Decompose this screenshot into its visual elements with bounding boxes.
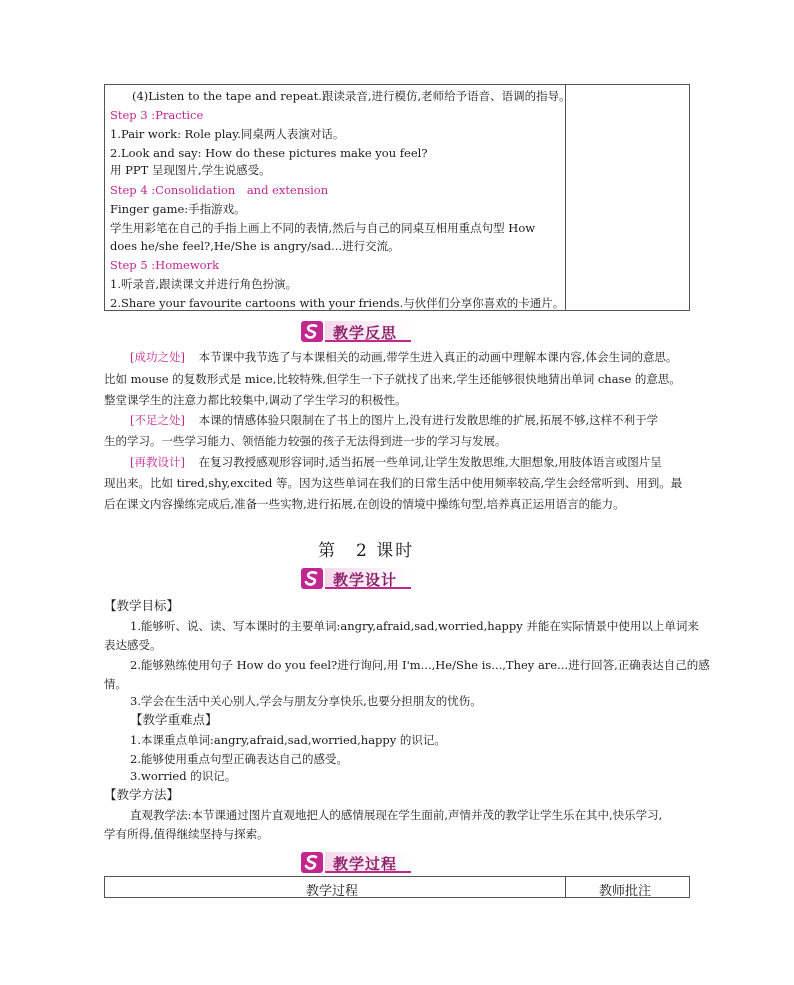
step-heading: Step 4 :Consolidation and extension [110, 183, 329, 197]
keypoint-line: 2.能够使用重点句型正确表达自己的感受。 [130, 752, 348, 766]
success-tag: [成功之处] [130, 350, 185, 364]
paragraph-line: 后在课文内容操练完成后,准备一些实物,进行拓展,在创设的情境中操练句型,培养真正运用语言的能力。 [104, 497, 625, 511]
step-heading: Step 5 :Homework [110, 258, 220, 272]
section-title: 教学过程 [333, 855, 398, 873]
column-header-notes: 教师批注 [599, 884, 652, 899]
section-heading: 【教学方法】 [104, 787, 180, 802]
objective-line: 3.学会在生活中关心别人,学会与朋友分享快乐,也要分担朋友的忧伤。 [130, 694, 482, 708]
paragraph-line: 现出来。比如 tired,shy,excited 等。因为这些单词在我们的日常生活中使用频率较高,学生会经常听到、用到。最 [104, 476, 683, 490]
table-divider [565, 84, 566, 311]
objective-line: 1.能够听、说、读、写本课时的主要单词:angry,afraid,sad,worried,happy 并能在实际情景中使用以上单词来 [130, 619, 699, 633]
lesson-title: 第 2 课时 [318, 541, 415, 561]
redesign-paragraph-line: [再教设计] 在复习教授感观形容词时,适当拓展一些单词,让学生发散思维,大胆想象,用肢体语言或图片呈 [130, 455, 662, 469]
table-row: Finger game:手指游戏。 [110, 202, 246, 216]
redesign-tag: [再教设计] [130, 455, 185, 469]
paragraph-line: 比如 mouse 的复数形式是 mice,比较特殊,但学生一下子就找了出来,学生还能够很快地猜出单词 chase 的意思。 [104, 372, 681, 386]
table-row: 1.听录音,跟读课文并进行角色扮演。 [110, 277, 298, 291]
table-row: 1.Pair work: Role play.同桌两人表演对话。 [110, 127, 345, 141]
table-divider [565, 876, 566, 898]
objective-line: 情。 [104, 677, 127, 691]
step-heading: Step 3 :Practice [110, 108, 204, 122]
shortfall-paragraph-line: [不足之处] 本课的情感体验只限制在了书上的图片上,没有进行发散思维的扩展,拓展不够,这样不利于学 [130, 413, 659, 427]
section-logo-icon [301, 852, 323, 873]
table-row: does he/she feel?,He/She is angry/sad...进行交流。 [110, 239, 400, 253]
keypoint-line: 3.worried 的识记。 [130, 769, 237, 783]
column-header-process: 教学过程 [306, 884, 359, 899]
table-row: 学生用彩笔在自己的手指上画上不同的表情,然后与自己的同桌互相用重点句型 How [110, 221, 536, 235]
table-row: (4)Listen to the tape and repeat.跟读录音,进行模仿,老师给予语音、语调的指导。 [132, 89, 571, 103]
shortfall-tag: [不足之处] [130, 413, 185, 427]
method-line: 学有所得,值得继续坚持与探索。 [104, 827, 269, 841]
section-title: 教学反思 [333, 324, 398, 342]
section-heading: 【教学重难点】 [130, 712, 218, 727]
table-row: 用 PPT 呈现图片,学生说感受。 [110, 163, 271, 177]
success-paragraph-line: [成功之处] 本节课中我节选了与本课相关的动画,带学生进入真正的动画中理解本课内容,体会生词的意思。 [130, 350, 678, 364]
section-logo-icon [301, 568, 323, 589]
paragraph-line: 生的学习。一些学习能力、领悟能力较强的孩子无法得到进一步的学习与发展。 [104, 434, 507, 448]
section-title: 教学设计 [333, 571, 398, 589]
objective-line: 表达感受。 [104, 638, 162, 652]
keypoint-line: 1.本课重点单词:angry,afraid,sad,worried,happy 的识记。 [130, 733, 446, 747]
section-logo-icon [301, 321, 323, 342]
objective-line: 2.能够熟练使用句子 How do you feel?进行询问,用 I'm...,He/She is...,They are...进行回答,正确表达自己的感 [130, 658, 710, 672]
paragraph-line: 整堂课学生的注意力都比较集中,调动了学生学习的积极性。 [104, 393, 407, 407]
table-row: 2.Look and say: How do these pictures make you feel? [110, 146, 428, 160]
table-row: 2.Share your favourite cartoons with your friends.与伙伴们分享你喜欢的卡通片。 [110, 296, 565, 310]
method-line: 直观教学法:本节课通过图片直观地把人的感情展现在学生面前,声情并茂的教学让学生乐在其中,快乐学习, [130, 808, 663, 822]
section-heading: 【教学目标】 [104, 598, 180, 613]
